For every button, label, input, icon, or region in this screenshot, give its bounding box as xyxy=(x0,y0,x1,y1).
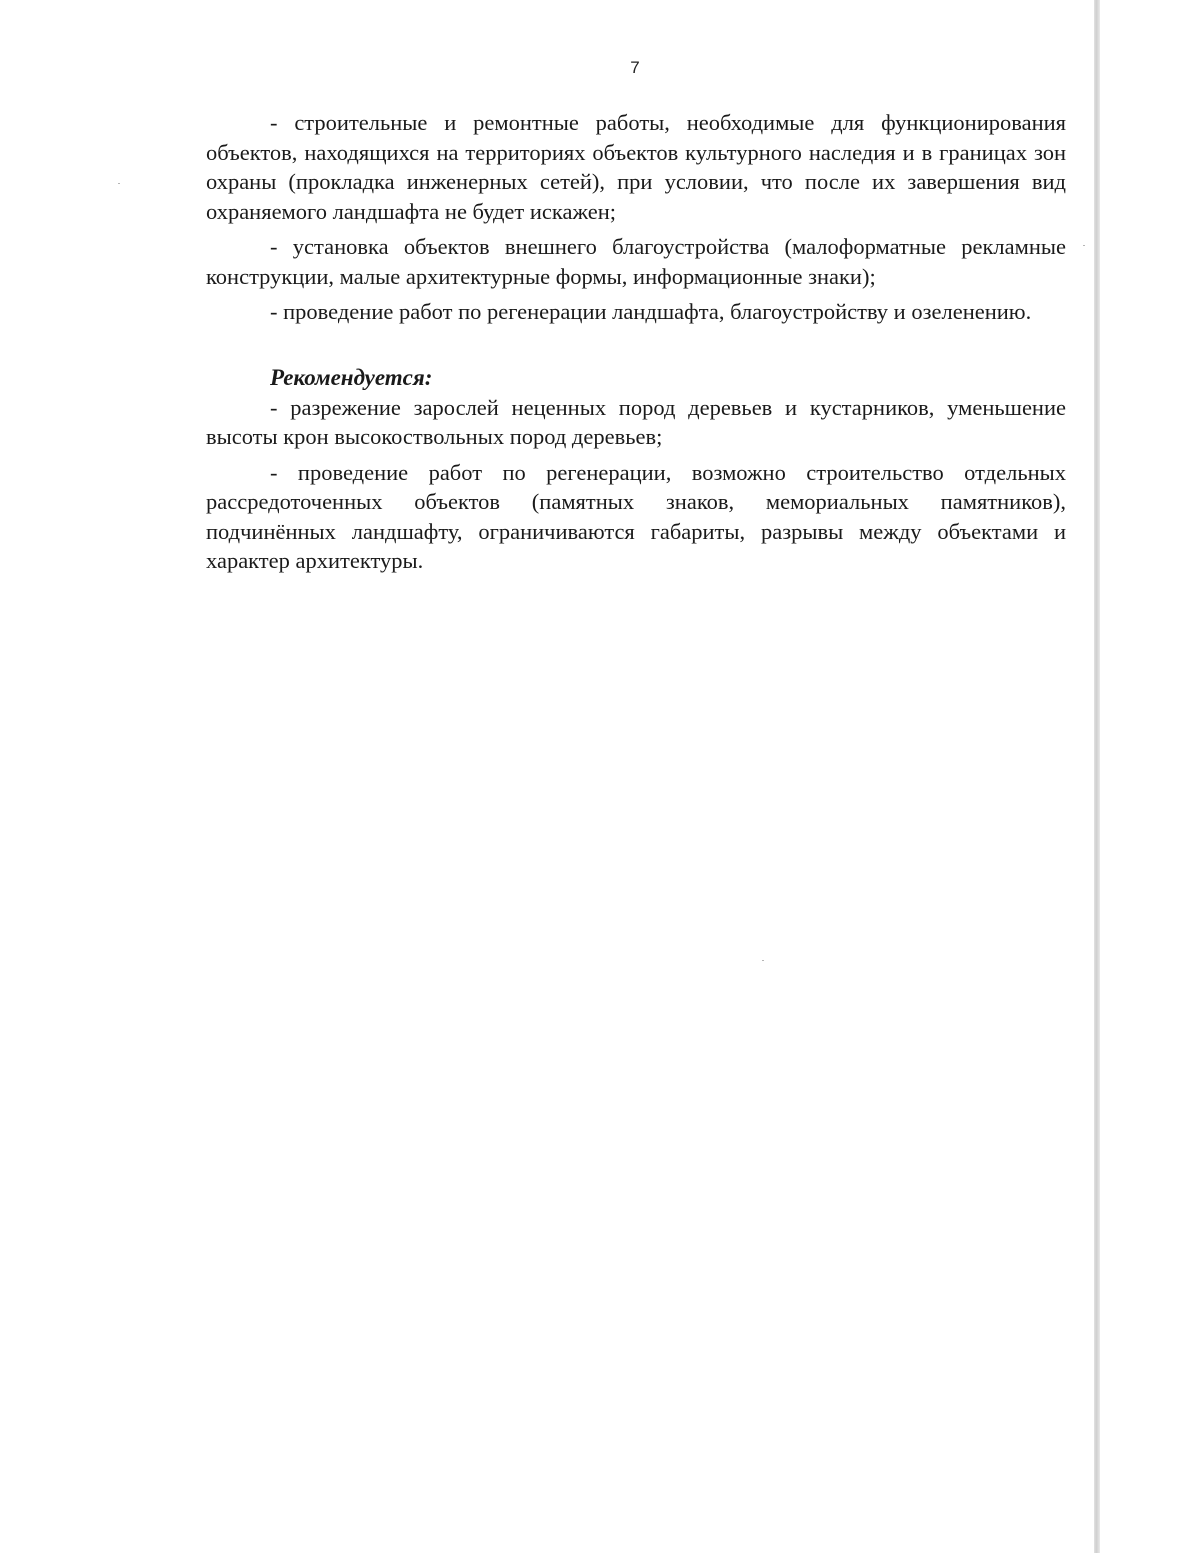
document-body xyxy=(206,108,1066,582)
scan-artifact xyxy=(118,183,120,184)
scan-edge-shadow xyxy=(1094,0,1100,1553)
section-heading-recommended: Рекомендуется: xyxy=(270,364,433,390)
permitted-item: - строительные и ремонтные работы, необходимые для функционирования объектов, находящихся на территориях объектов культурного наследия и в границах зон охраны (прокладка инженерных сетей), при условии, что после их завершения вид охраняемого ландшафта не будет искажен; xyxy=(206,110,1066,224)
scan-artifact xyxy=(1083,245,1085,246)
page-number: 7 xyxy=(630,58,640,77)
permitted-item: - проведение работ по регенерации ландшафта, благоустройству и озеленению. xyxy=(270,299,1032,324)
recommended-item: - разрежение зарослей неценных пород деревьев и кустарников, уменьшение высоты крон высокоствольных пород деревьев; xyxy=(206,394,1066,449)
permitted-item: - установка объектов внешнего благоустройства (малоформатные рекламные конструкции, малые архитектурные формы, информационные знаки); xyxy=(206,234,1066,289)
recommended-item: - проведение работ по регенерации, возможно строительство отдельных рассредоточенных объектов (памятных знаков, мемориальных памятников), подчинённых ландшафту, ограничиваются габариты, разрывы между объектами и характер архитектуры. xyxy=(206,459,1066,573)
scan-artifact xyxy=(762,960,764,961)
